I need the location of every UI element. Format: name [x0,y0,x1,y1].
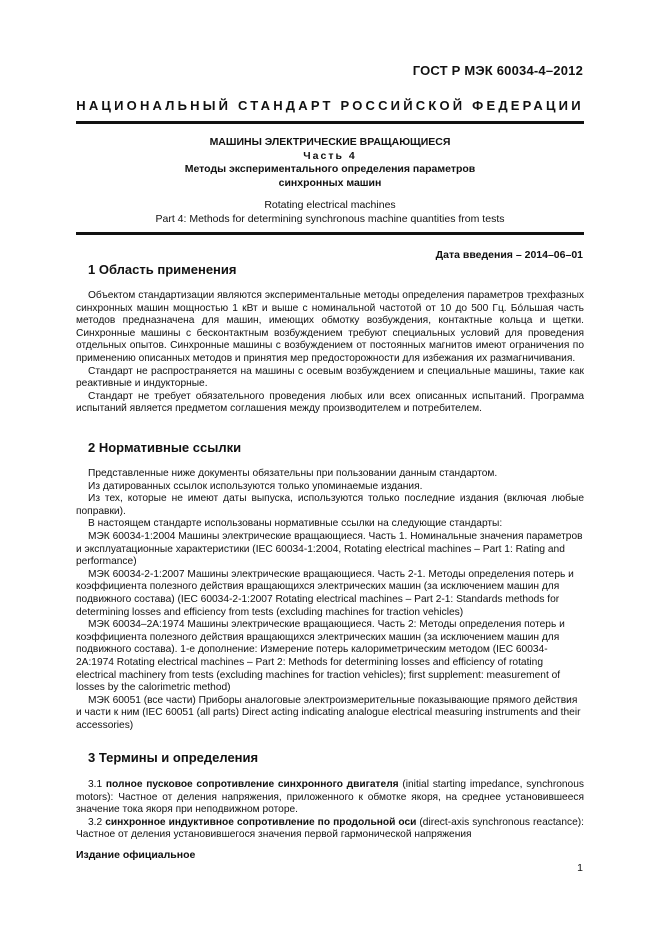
section-3-heading: 3 Термины и определения [88,750,259,765]
paragraph: Представленные ниже документы обязательны при пользовании данным стандартом. [88,468,498,479]
reference-entry: МЭК 60034–2А:1974 Машины электрические вращающиеся. Часть 2: Методы определения потерь и коэффициента полезного действия вращающихся электрических машин (за исключением машин для подвижного состава). 1-е дополнение: Измерение потерь калориметрическим методом (IEC 60034-2A:1974 Rotating electrical machines – Part 2: Methods for determining losses and efficiency of rotating electrical machinery from tests (excluding machines for traction vehicles); first supplement: measurement of losses by the calorimetric method) [76,619,565,694]
section-2-heading: 2 Нормативные ссылки [88,440,242,455]
term-text: (direct-axis synchronous reactance): Частное от деления установившегося значения первой гармонической напряжения [76,816,584,841]
term-name: синхронное индуктивное сопротивление по продольной оси [105,816,417,828]
page-number: 1 [577,862,583,874]
title-line-4: синхронных машин [278,176,382,189]
reference-entry: МЭК 60034-1:2004 Машины электрические вращающиеся. Часть 1. Номинальные значения параметров и эксплуатационные характеристики (IEC 60034-1:2004, Rotating electrical machines – Part 1: Rating and performance) [76,530,583,568]
paragraph: Стандарт не требует обязательного проведения любых или всех описанных испытаний. Программа испытаний является предметом соглашения между производителем и потребителем. [76,390,584,415]
paragraph: Стандарт не распространяется на машины с осевым возбуждением и специальные машины, такие как реактивные и индукторные. [76,365,584,390]
paragraph: Из тех, которые не имеют даты выпуска, используются только последние издания (включая любые поправки). [76,493,584,517]
title-line-3: Методы экспериментального определения параметров [184,163,476,175]
term-definition [76,779,584,817]
title-en-line-2: Part 4: Methods for determining synchronous machine quantities from tests [155,212,505,225]
top-rule [76,121,584,124]
title-line-1: МАШИНЫ ЭЛЕКТРИЧЕСКИЕ ВРАЩАЮЩИЕСЯ [209,136,451,148]
reference-entry: МЭК 60034-2-1:2007 Машины электрические вращающиеся. Часть 2-1. Методы определения потерь и коэффициента полезного действия вращающихся электрических машин (за исключением машин для подвижного состава) (IEC 60034-2-1:2007 Rotating electrical machines – Part 2-1: Standards methods for determining losses and efficiency from tests (excluding machines for traction vehicles) [76,568,574,618]
paragraph: Объектом стандартизации являются экспериментальные методы определения параметров трехфазных синхронных машин мощностью 1 кВт и выше с номинальной частотой от 10 до 500 Гц. Бóльшая часть методов предназначена для машин, имеющих обмотку возбуждения, контактные кольца и щетки. Синхронные машины с бесконтактным возбуждением требуют специальных условий для проведения отдельных опытов. Синхронные машины с возбуждением от постоянных магнитов имеют ограничения по применению описанных методов и принятия мер предосторожности для избежания их размагничивания. [76,290,584,364]
section-3-body [76,779,584,842]
title-part: Часть 4 [303,149,357,162]
official-edition-label: Издание официальное [76,849,196,861]
title-english [76,199,584,226]
paragraph: В настоящем стандарте использованы нормативные ссылки на следующие стандарты: [88,518,503,530]
document-id: ГОСТ Р МЭК 60034-4–2012 [412,63,583,78]
national-standard-banner: НАЦИОНАЛЬНЫЙ СТАНДАРТ РОССИЙСКОЙ ФЕДЕРАЦИИ [76,98,584,113]
term-number: 3.1 [88,779,103,790]
section-1-body [76,290,584,416]
title-rule [76,232,584,235]
term-name: полное пусковое сопротивление синхронного двигателя [105,779,399,790]
reference-entry: МЭК 60051 (все части) Приборы аналоговые электроизмерительные показывающие прямого действия и части к ним (IEC 60051 (all parts) Direct acting indicating analogue electrical measuring instruments and their accessories) [76,694,581,731]
section-1-heading: 1 Область применения [88,262,237,277]
paragraph: Из датированных ссылок используются только упоминаемые издания. [88,480,423,492]
term-text: (initial starting impedance, synchronous motors): Частное от деления напряжения, приложенного к обмотке якоря, на среднее установившееся значение тока якоря при неподвижном роторе. [76,779,584,816]
introduction-date: Дата введения – 2014–06–01 [435,249,583,261]
title-russian [76,136,584,190]
section-2-body [76,468,584,732]
title-en-line-1: Rotating electrical machines [264,199,396,211]
term-definition [76,817,584,842]
term-number: 3.2 [88,816,103,828]
